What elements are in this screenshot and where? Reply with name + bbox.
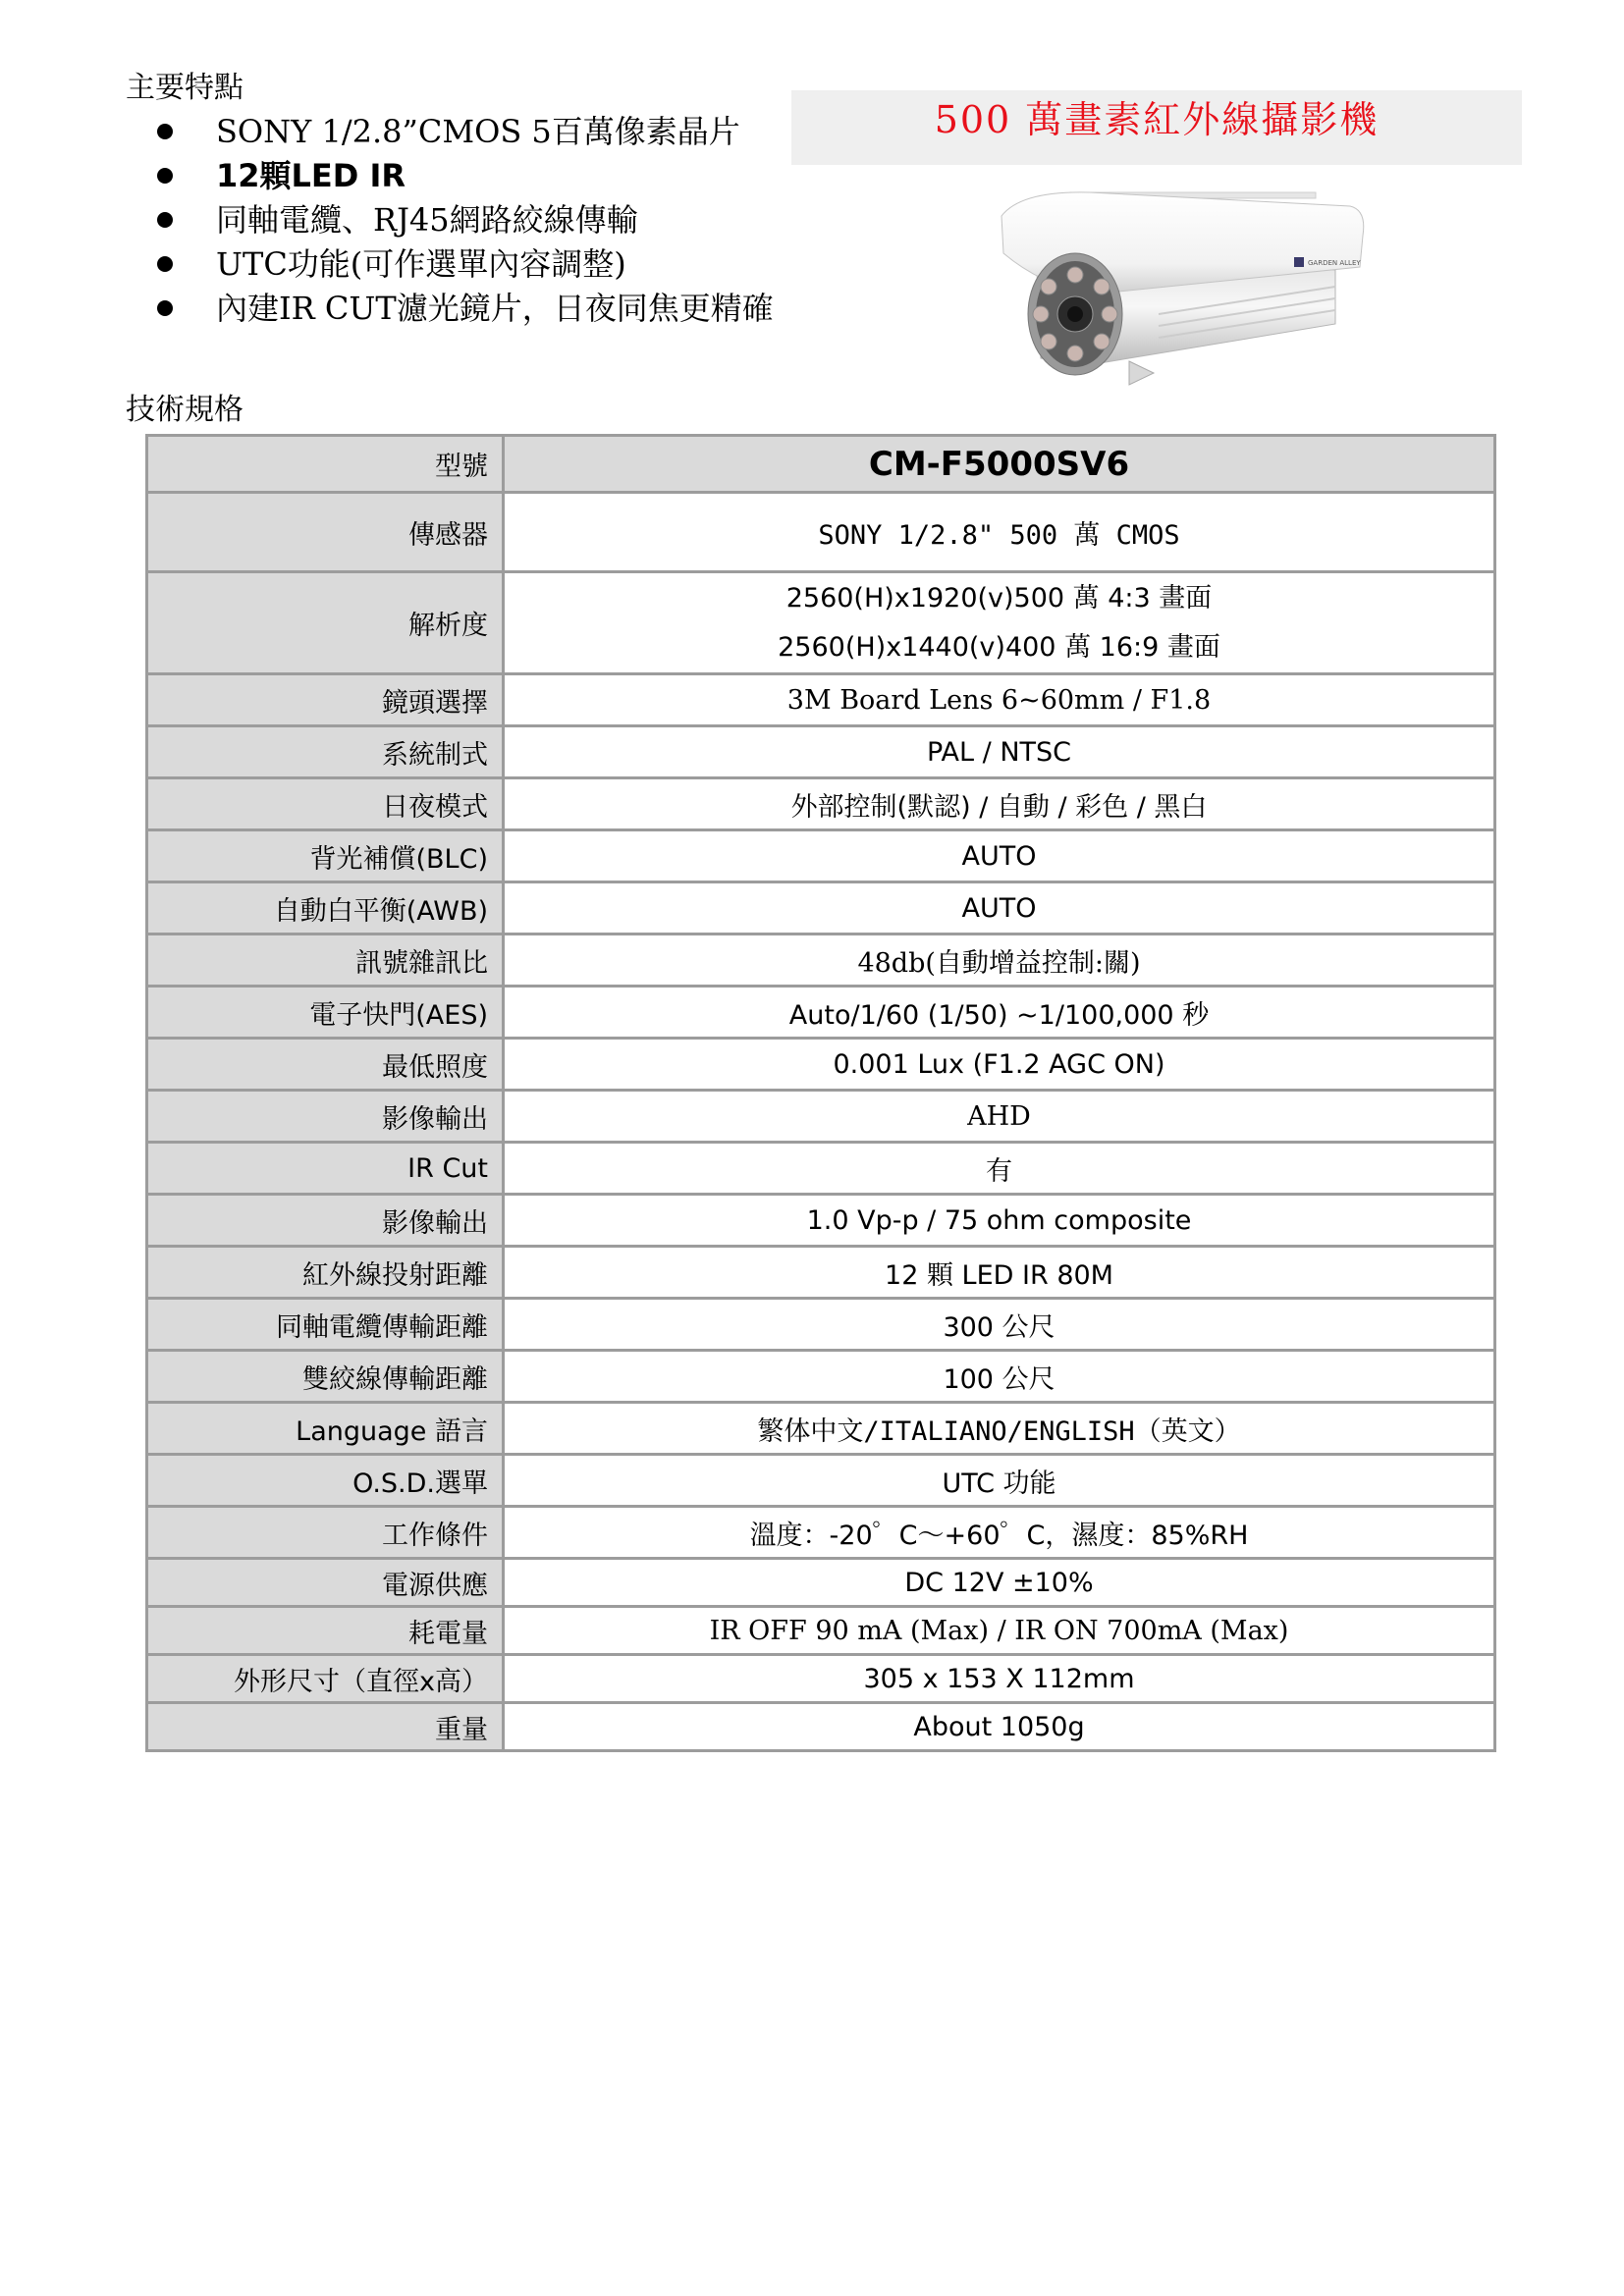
spec-value: AUTO bbox=[504, 882, 1495, 934]
feature-item bbox=[147, 110, 774, 154]
spec-value-model: CM-F5000SV6 bbox=[504, 436, 1495, 493]
table-row bbox=[147, 1039, 1495, 1091]
spec-value: AHD bbox=[504, 1091, 1495, 1143]
spec-value: 1.0 Vp-p / 75 ohm composite bbox=[504, 1195, 1495, 1247]
table-row bbox=[147, 1143, 1495, 1195]
spec-value: IR OFF 90 mA (Max) / IR ON 700mA (Max) bbox=[504, 1607, 1495, 1655]
bullet-icon bbox=[157, 212, 173, 228]
specs-title: 技術規格 bbox=[126, 393, 244, 427]
table-row bbox=[147, 674, 1495, 726]
spec-value: 100 公尺 bbox=[504, 1351, 1495, 1403]
table-row bbox=[147, 1299, 1495, 1351]
spec-label: Language 語言 bbox=[147, 1403, 504, 1455]
spec-value: 繁体中文/ITALIANO/ENGLISH（英文） bbox=[504, 1403, 1495, 1455]
spec-value: 300 公尺 bbox=[504, 1299, 1495, 1351]
table-row bbox=[147, 1703, 1495, 1751]
resolution-line: 2560(H)x1440(v)400 萬 16:9 畫面 bbox=[778, 631, 1220, 663]
spec-value: DC 12V ±10% bbox=[504, 1559, 1495, 1607]
spec-label: 工作條件 bbox=[147, 1507, 504, 1559]
spec-value: 外部控制(默認) / 自動 / 彩色 / 黑白 bbox=[504, 778, 1495, 830]
features-list bbox=[147, 110, 774, 331]
spec-value-resolution bbox=[504, 572, 1495, 674]
spec-label: O.S.D.選單 bbox=[147, 1455, 504, 1507]
table-row bbox=[147, 1455, 1495, 1507]
table-row bbox=[147, 493, 1495, 572]
table-row bbox=[147, 1195, 1495, 1247]
spec-value: 溫度：-20゜C～+60゜C，濕度：85%RH bbox=[504, 1507, 1495, 1559]
table-row bbox=[147, 726, 1495, 778]
spec-value: About 1050g bbox=[504, 1703, 1495, 1751]
table-row bbox=[147, 882, 1495, 934]
feature-text: 12顆LED IR bbox=[216, 157, 406, 194]
camera-product-image bbox=[982, 177, 1375, 402]
spec-table bbox=[145, 434, 1496, 1752]
spec-label: 訊號雜訊比 bbox=[147, 934, 504, 987]
product-banner: 500 萬畫素紅外線攝影機 bbox=[791, 90, 1522, 165]
feature-text: UTC功能(可作選單內容調整) bbox=[216, 245, 626, 283]
spec-label: 電子快門(AES) bbox=[147, 987, 504, 1039]
table-row bbox=[147, 436, 1495, 493]
table-row bbox=[147, 778, 1495, 830]
table-row bbox=[147, 1351, 1495, 1403]
spec-label: 電源供應 bbox=[147, 1559, 504, 1607]
spec-value: SONY 1/2.8" 500 萬 CMOS bbox=[504, 493, 1495, 572]
spec-label: 耗電量 bbox=[147, 1607, 504, 1655]
spec-label: 最低照度 bbox=[147, 1039, 504, 1091]
table-row bbox=[147, 1403, 1495, 1455]
feature-item bbox=[147, 154, 774, 198]
table-row bbox=[147, 1559, 1495, 1607]
spec-label: 解析度 bbox=[147, 572, 504, 674]
table-row bbox=[147, 1607, 1495, 1655]
spec-value: 有 bbox=[504, 1143, 1495, 1195]
table-row bbox=[147, 1655, 1495, 1703]
table-row bbox=[147, 987, 1495, 1039]
table-row bbox=[147, 572, 1495, 674]
spec-value: 305 x 153 X 112mm bbox=[504, 1655, 1495, 1703]
table-row bbox=[147, 1091, 1495, 1143]
spec-value: PAL / NTSC bbox=[504, 726, 1495, 778]
spec-label: 背光補償(BLC) bbox=[147, 830, 504, 882]
features-title: 主要特點 bbox=[126, 71, 244, 105]
bullet-icon bbox=[157, 124, 173, 139]
table-row bbox=[147, 934, 1495, 987]
spec-label: 系統制式 bbox=[147, 726, 504, 778]
spec-value: AUTO bbox=[504, 830, 1495, 882]
spec-value: 3M Board Lens 6~60mm / F1.8 bbox=[504, 674, 1495, 726]
spec-value: Auto/1/60 (1/50) ~1/100,000 秒 bbox=[504, 987, 1495, 1039]
resolution-line: 2560(H)x1920(v)500 萬 4:3 畫面 bbox=[785, 582, 1213, 614]
spec-label: 日夜模式 bbox=[147, 778, 504, 830]
feature-text: SONY 1/2.8”CMOS 5百萬像素晶片 bbox=[216, 113, 740, 150]
feature-item bbox=[147, 198, 774, 242]
spec-value: UTC 功能 bbox=[504, 1455, 1495, 1507]
spec-label: 鏡頭選擇 bbox=[147, 674, 504, 726]
feature-item bbox=[147, 287, 774, 331]
spec-value: 0.001 Lux (F1.2 AGC ON) bbox=[504, 1039, 1495, 1091]
feature-text: 同軸電纜、RJ45網路絞線傳輸 bbox=[216, 201, 638, 239]
table-row bbox=[147, 1507, 1495, 1559]
spec-label: 傳感器 bbox=[147, 493, 504, 572]
spec-label: 紅外線投射距離 bbox=[147, 1247, 504, 1299]
feature-item bbox=[147, 242, 774, 287]
feature-text: 內建IR CUT濾光鏡片，日夜同焦更精確 bbox=[216, 290, 774, 327]
spec-value: 48db(自動增益控制:關) bbox=[504, 934, 1495, 987]
spec-label: 同軸電纜傳輸距離 bbox=[147, 1299, 504, 1351]
spec-label: 雙絞線傳輸距離 bbox=[147, 1351, 504, 1403]
spec-label: 影像輸出 bbox=[147, 1091, 504, 1143]
spec-label: 重量 bbox=[147, 1703, 504, 1751]
brand-logo-text: GARDEN ALLEY bbox=[1308, 259, 1361, 267]
bullet-icon bbox=[157, 168, 173, 184]
spec-label: 外形尺寸（直徑x高） bbox=[147, 1655, 504, 1703]
bullet-icon bbox=[157, 256, 173, 272]
table-row bbox=[147, 1247, 1495, 1299]
spec-label: 影像輸出 bbox=[147, 1195, 504, 1247]
bullet-icon bbox=[157, 300, 173, 316]
spec-value: 12 顆 LED IR 80M bbox=[504, 1247, 1495, 1299]
table-row bbox=[147, 830, 1495, 882]
spec-label: 自動白平衡(AWB) bbox=[147, 882, 504, 934]
spec-label: 型號 bbox=[147, 436, 504, 493]
spec-label: IR Cut bbox=[147, 1143, 504, 1195]
